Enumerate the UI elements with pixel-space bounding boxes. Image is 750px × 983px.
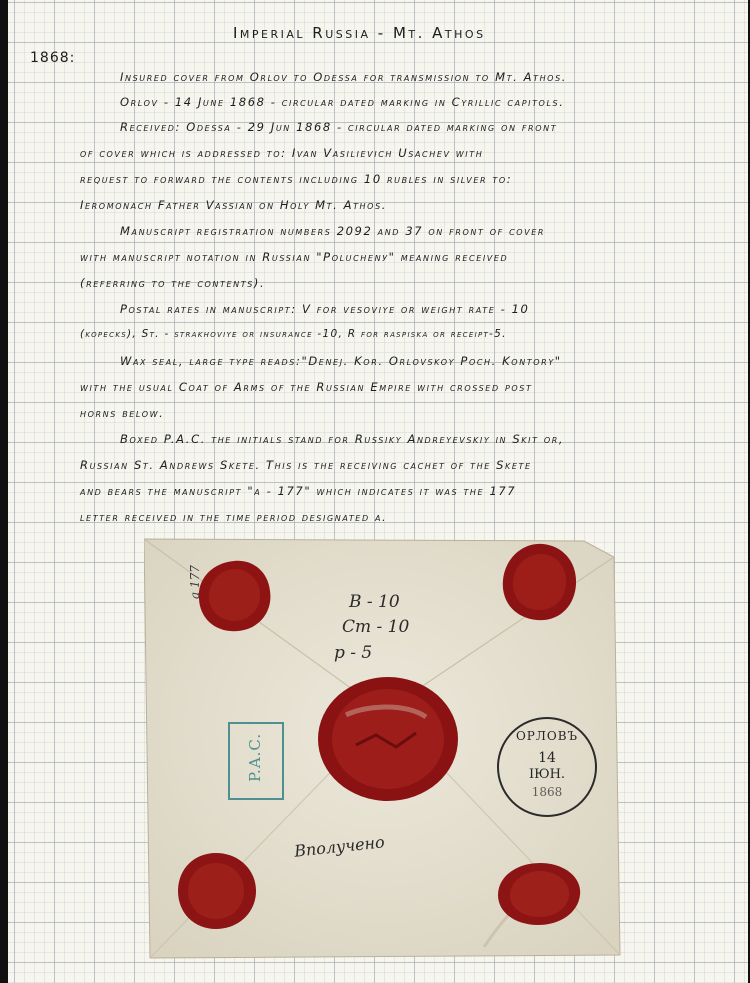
description-line: Ieromonach Father Vassian on Holy Mt. Athos. — [80, 198, 388, 212]
description-line: and bears the manuscript "a - 177" which indicates it was the 177 — [80, 484, 517, 498]
manuscript-signature: Вполучено — [293, 832, 386, 861]
description-line: letter received in the time period designated a. — [80, 510, 388, 524]
page-title: Imperial Russia - Mt. Athos — [233, 24, 486, 42]
description-line: Orlov - 14 June 1868 - circular dated marking in Cyrillic capitols. — [120, 95, 565, 109]
wax-seal-top-right — [499, 540, 581, 626]
description-line: Manuscript registration numbers 2092 and 37 on front of cover — [120, 224, 546, 238]
wax-seal-center — [316, 675, 461, 805]
cachet-manuscript: a 177 — [188, 565, 202, 599]
rate-notation-receipt: р - 5 — [334, 643, 373, 663]
postmark-year: 1868 — [531, 785, 563, 799]
pac-cachet — [228, 722, 284, 800]
description-line: of cover which is addressed to: Ivan Vasilievich Usachev with — [80, 146, 484, 160]
cachet-text: P.A.C. — [246, 732, 264, 782]
album-page — [8, 0, 748, 983]
description-line: (referring to the contents). — [80, 276, 266, 290]
description-line: horns below. — [80, 406, 165, 420]
description-line: Russian St. Andrews Skete. This is the receiving cachet of the Skete — [80, 458, 532, 472]
description-line: (kopecks), St. - strakhoviye or insurance -10, R for raspiska or receipt-5. — [80, 328, 507, 340]
description-line: Boxed P.A.C. the initials stand for Russiky Andreyevskiy in Skit or, — [120, 432, 565, 446]
description-line: Received: Odessa - 29 Jun 1868 - circular dated marking on front — [120, 120, 558, 134]
rate-notation-weight: В - 10 — [349, 592, 400, 612]
rate-notation-insurance: Ст - 10 — [342, 617, 410, 637]
orlov-postmark — [497, 717, 597, 817]
description-line: Wax seal, large type reads:"Denej. Kor. Orlovskoy Poch. Kontory" — [120, 354, 562, 368]
postmark-day: 14 — [538, 750, 556, 766]
description-line: Insured cover from Orlov to Odessa for transmission to Mt. Athos. — [120, 70, 568, 84]
year-label: 1868: — [30, 50, 76, 66]
wax-seal-bottom-left — [174, 849, 260, 933]
wax-seal-bottom-right — [494, 859, 584, 929]
postal-cover — [144, 537, 622, 960]
description-line: with manuscript notation in Russian "Poluchenу" meaning received — [80, 250, 509, 264]
description-line: Postal rates in manuscript: V for vesoviye or weight rate - 10 — [120, 302, 530, 316]
wax-seal-top-left — [194, 557, 274, 635]
postmark-month: ІЮН. — [528, 767, 566, 782]
postmark-town: ОРЛОВЪ — [515, 729, 579, 743]
description-line: with the usual Coat of Arms of the Russian Empire with crossed post — [80, 380, 533, 394]
description-line: request to forward the contents including 10 rubles in silver to: — [80, 172, 513, 186]
